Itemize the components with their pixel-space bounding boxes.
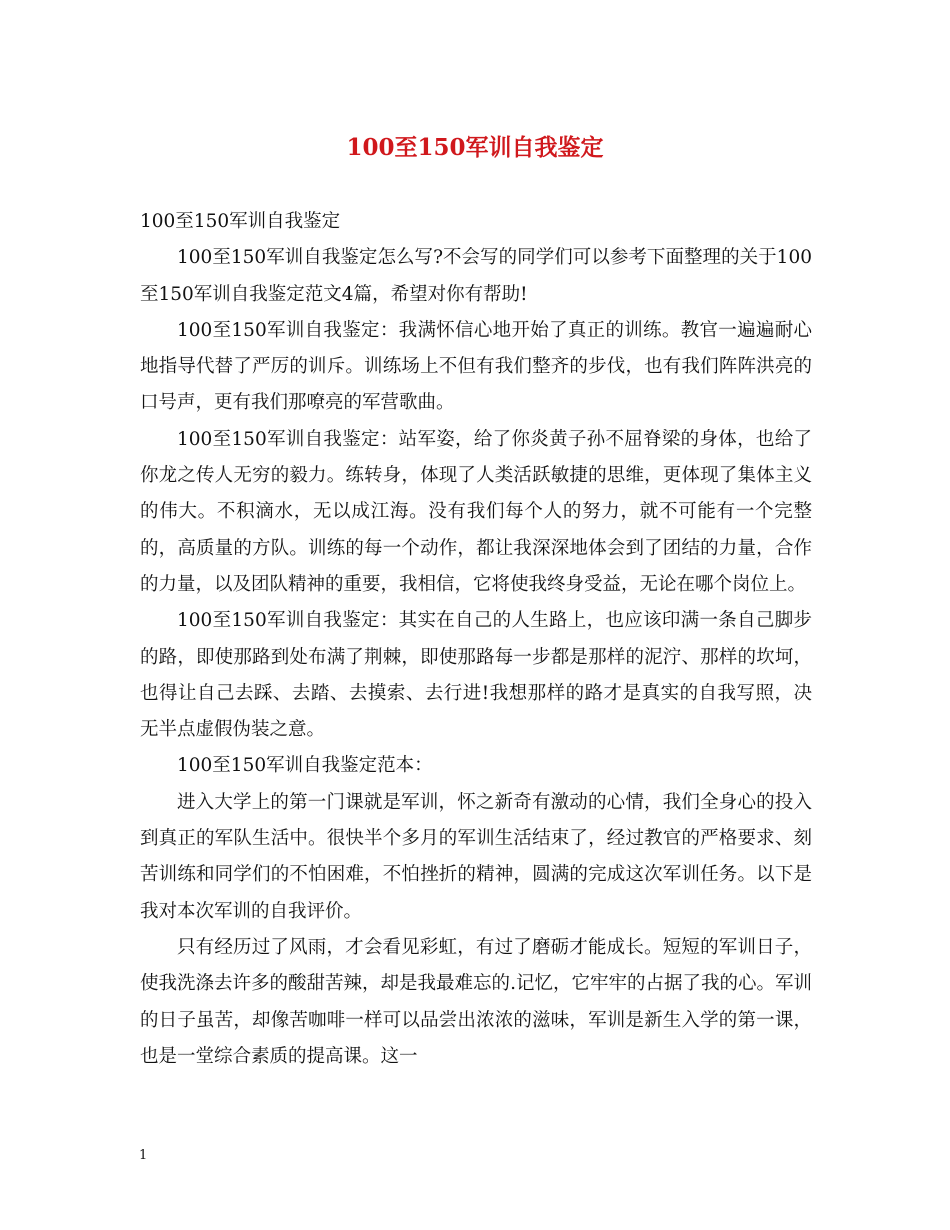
body-paragraph: 100至150军训自我鉴定：我满怀信心地开始了真正的训练。教官一遍遍耐心地指导代替了严厉的训斥。训练场上不但有我们整齐的步伐，也有我们阵阵洪亮的口号声，更有我们那嘹亮的军营歌曲。 bbox=[140, 319, 812, 414]
document-title: 100至150军训自我鉴定 bbox=[346, 134, 604, 161]
page-number: 1 bbox=[139, 1148, 148, 1163]
subtitle-paragraph: 100至150军训自我鉴定 bbox=[140, 211, 341, 232]
body-paragraph: 100至150军训自我鉴定：站军姿，给了你炎黄子孙不屈脊梁的身体，也给了你龙之传人无穷的毅力。练转身，体现了人类活跃敏捷的思维，更体现了集体主义的伟大。不积滴水，无以成江海。没有我们每个人的努力，就不可能有一个完整的，高质量的方队。训练的每一个动作，都让我深深地体会到了团结的力量，合作的力量，以及团队精神的重要，我相信，它将使我终身受益，无论在哪个岗位上。 bbox=[140, 428, 812, 595]
document-body bbox=[140, 204, 812, 1075]
body-paragraph: 只有经历过了风雨，才会看见彩虹，有过了磨砺才能成长。短短的军训日子，使我洗涤去许多的酸甜苦辣，却是我最难忘的.记忆，它牢牢的占据了我的心。军训的日子虽苦，却像苦咖啡一样可以品尝出浓浓的滋味，军训是新生入学的第一课，也是一堂综合素质的提高课。这一 bbox=[140, 936, 812, 1067]
body-paragraph: 进入大学上的第一门课就是军训，怀之新奇有激动的心情，我们全身心的投入到真正的军队生活中。很快半个多月的军训生活结束了，经过教官的严格要求、刻苦训练和同学们的不怕困难，不怕挫折的精神，圆满的完成这次军训任务。以下是我对本次军训的自我评价。 bbox=[140, 791, 812, 922]
section-heading-paragraph: 100至150军训自我鉴定范本： bbox=[177, 755, 433, 777]
body-paragraph: 100至150军训自我鉴定：其实在自己的人生路上，也应该印满一条自己脚步的路，即使那路到处布满了荆棘，即使那路每一步都是那样的泥泞、那样的坎坷，也得让自己去踩、去踏、去摸索、去行进!我想那样的路才是真实的自我写照，决无半点虚假伪装之意。 bbox=[140, 610, 812, 741]
intro-paragraph: 100至150军训自我鉴定怎么写?不会写的同学们可以参考下面整理的关于100至150军训自我鉴定范文4篇，希望对你有帮助! bbox=[140, 247, 812, 305]
